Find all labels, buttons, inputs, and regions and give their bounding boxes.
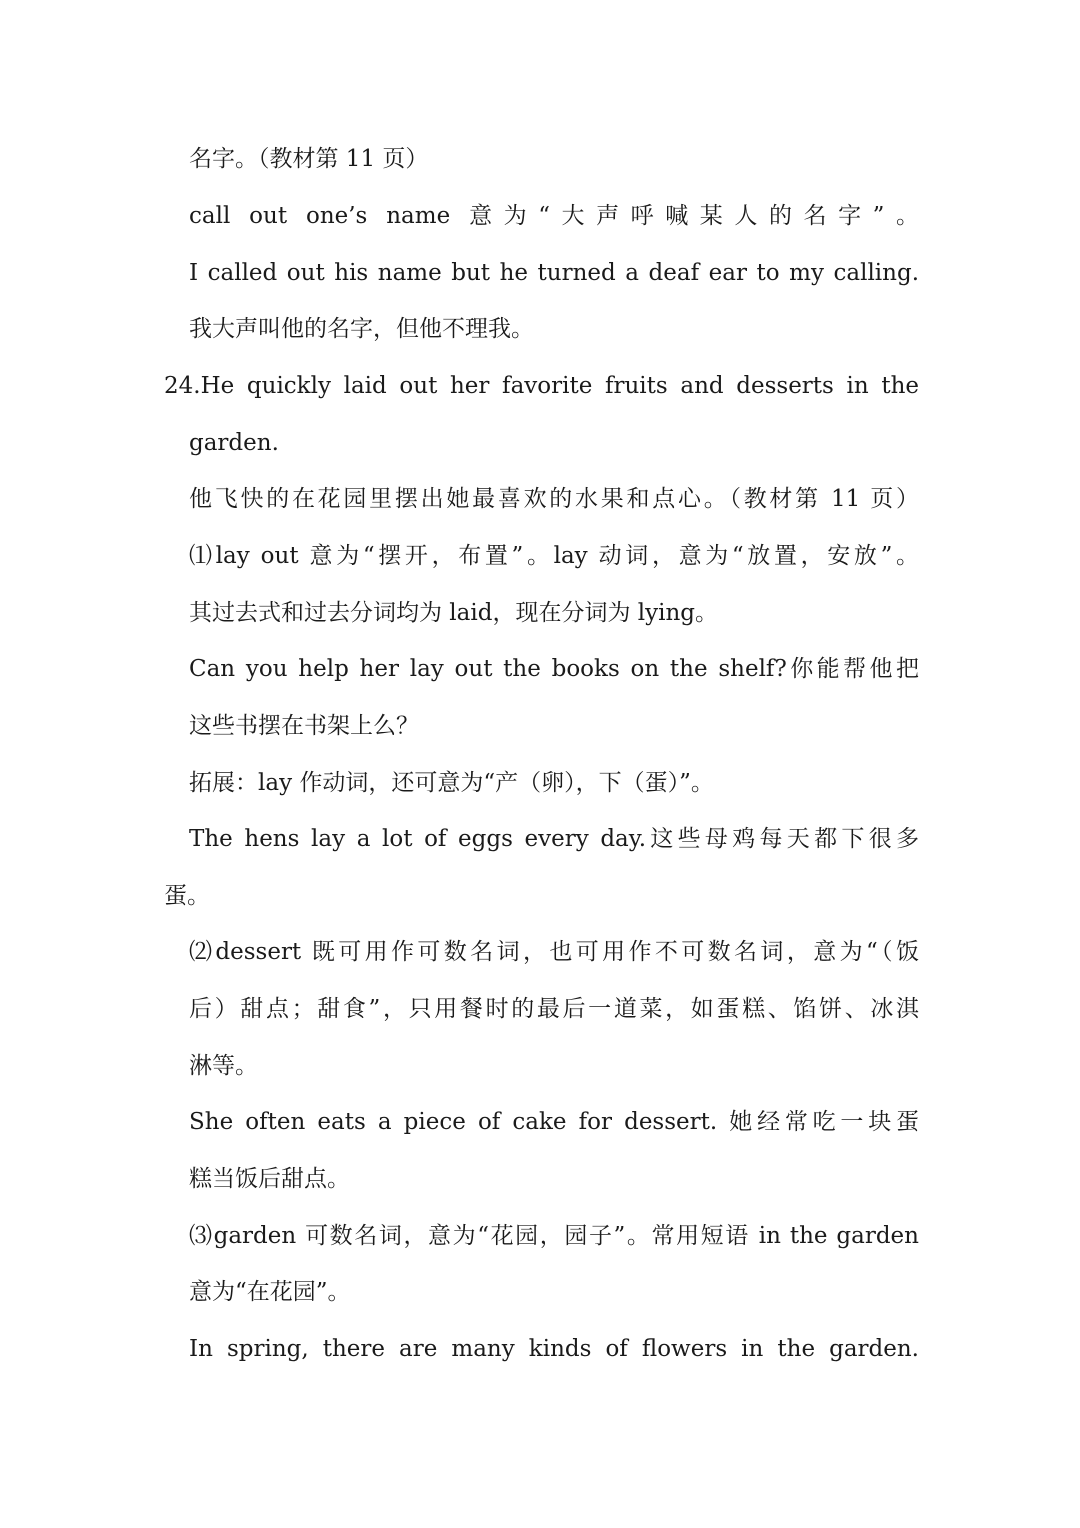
text-line: 我大声叫他的名字，但他不理我。 xyxy=(189,316,534,342)
text-line: I called out his name but he turned a deaf ear to my calling. xyxy=(189,260,919,286)
text-line: 这些书摆在书架上么？ xyxy=(189,713,419,739)
text-line: ⑵dessert 既可用作可数名词，也可用作不可数名词，意为“（饭 xyxy=(189,939,919,965)
text-line: 名字。（教材第 11 页） xyxy=(189,146,429,172)
text-line: The hens lay a lot of eggs every day.这些母鸡每天都下很多 xyxy=(189,826,919,852)
text-line: 他飞快的在花园里摆出她最喜欢的水果和点心。（教材第 11 页） xyxy=(189,486,919,512)
text-line: ⑴lay out 意为“摆开，布置”。lay 动词，意为“放置，安放”。 xyxy=(189,543,919,569)
text-line: In spring, there are many kinds of flowers in the garden. xyxy=(189,1336,919,1362)
text-line: Can you help her lay out the books on the shelf?你能帮他把 xyxy=(189,656,919,682)
text-line: 蛋。 xyxy=(164,883,210,909)
text-line: 糕当饭后甜点。 xyxy=(189,1166,350,1192)
text-line: She often eats a piece of cake for dessert. 她经常吃一块蛋 xyxy=(189,1109,919,1135)
text-line: 后）甜点；甜食”，只用餐时的最后一道菜，如蛋糕、馅饼、冰淇 xyxy=(189,996,919,1022)
text-line: garden. xyxy=(189,430,279,456)
text-line: call out one’s name 意为“大声呼喊某人的名字”。 xyxy=(189,203,919,229)
numbered-item-line: 24.He quickly laid out her favorite fruits and desserts in the xyxy=(164,373,919,399)
text-line: 其过去式和过去分词均为 laid，现在分词为 lying。 xyxy=(189,600,719,626)
text-line: 意为“在花园”。 xyxy=(189,1279,351,1305)
text-line: 拓展：lay 作动词，还可意为“产（卵），下（蛋）”。 xyxy=(189,770,714,796)
text-line: 淋等。 xyxy=(189,1053,258,1079)
text-line: ⑶garden 可数名词，意为“花园，园子”。常用短语 in the garden xyxy=(189,1223,919,1249)
